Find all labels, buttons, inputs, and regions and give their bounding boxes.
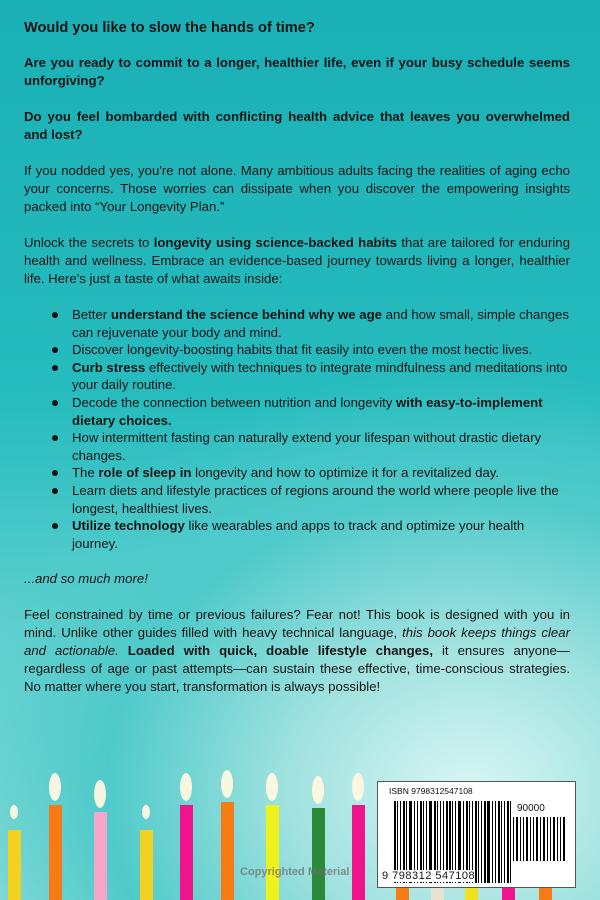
list-item [72, 341, 570, 359]
price-addon-code: 90000 [517, 803, 545, 814]
bar [557, 817, 558, 861]
bar [563, 817, 565, 861]
bar [550, 817, 551, 861]
bar [560, 817, 561, 861]
text: longevity and how to optimize it for a revitalized day. [191, 465, 500, 481]
bold-text: understand the science behind why we age [110, 307, 383, 322]
bar [495, 801, 496, 883]
list-item [72, 464, 570, 482]
bar [540, 817, 541, 861]
candle-flame [266, 773, 278, 801]
bar [484, 801, 486, 883]
bar [481, 801, 482, 883]
closing-paragraph [24, 606, 570, 696]
text: effectively with techniques to integrate mindfulness and meditations into your daily routine. [72, 359, 568, 393]
bar [547, 817, 548, 861]
italic-text: ...and so much more! [24, 571, 148, 587]
benefits-list [24, 306, 570, 552]
bar [523, 817, 524, 861]
text: How intermittent fasting can naturally extend your lifespan without drastic dietary changes. [72, 430, 542, 463]
bar [553, 817, 555, 861]
list-item [72, 482, 570, 517]
bold-text: Loaded with quick, doable lifestyle changes, [118, 643, 433, 659]
addon-barcode-bars [513, 817, 567, 861]
text: Discover longevity-boosting habits that fit easily into even the most hectic lives. [72, 342, 533, 358]
bar [516, 817, 518, 861]
bar [475, 801, 477, 883]
isbn-barcode [377, 781, 576, 888]
text: Better [72, 307, 111, 322]
bar [487, 801, 490, 883]
back-cover-text [24, 18, 570, 714]
text: that are tailored for enduring health and wellness. Embrace an evidence-based journey towards living a longer, healthier life. Here's just a taste of what awaits inside: [24, 235, 570, 286]
text: Decode the connection between nutrition and longevity [72, 394, 397, 410]
candle [94, 812, 107, 900]
unlock-paragraph [24, 234, 570, 288]
list-item [72, 517, 570, 552]
bold-text: role of sleep in [98, 465, 192, 481]
list-item [72, 306, 570, 341]
text: and how small, simple changes can rejuvenate your body and mind. [72, 307, 569, 340]
text: it ensures anyone—regardless of age or past attempts—can sustain these effective, time-conscious strategies. No matter where you start, transformation is always possible! [24, 643, 570, 695]
list-item [72, 429, 570, 464]
bar [530, 817, 531, 861]
bar [513, 817, 514, 861]
list-item [72, 394, 570, 429]
candle-flame [94, 780, 106, 808]
candle [180, 805, 193, 900]
candle [266, 805, 279, 900]
text: Feel constrained by time or previous failures? Fear not! This book is designed with you in mind. Unlike other guides filled with heavy technical language, [24, 607, 570, 641]
bar [510, 801, 511, 883]
text: Learn diets and lifestyle practices of regions around the world where people live the longest, healthiest lives. [72, 482, 559, 516]
bar [507, 801, 509, 883]
copyright-watermark: Copyrighted Material [240, 866, 350, 878]
candle [140, 830, 153, 900]
candle [49, 805, 62, 900]
bar [536, 817, 538, 861]
candle-flame [49, 773, 61, 801]
candle-flame [180, 773, 192, 801]
candle [221, 802, 234, 900]
bold-text: Curb stress [72, 359, 146, 375]
text: The [72, 465, 99, 481]
intro-paragraph: If you nodded yes, you're not alone. Many ambitious adults facing the realities of aging echo your concerns. Those worries can dissipate when you discover the empowering insights packed into “Your Longevity Plan.” [24, 163, 570, 214]
headline: Would you like to slow the hands of time? [24, 20, 315, 36]
bar [520, 817, 521, 861]
bar [504, 801, 505, 883]
bar [501, 801, 502, 883]
bar [526, 817, 528, 861]
italic-text: this book keeps things clear and actionable. [24, 625, 570, 659]
text: like wearables and apps to track and optimize your health journey. [72, 518, 525, 551]
bar [492, 801, 493, 883]
candle [8, 830, 21, 900]
candle-flame [312, 776, 324, 804]
bar [543, 817, 545, 861]
barcode-digits: 9 798312 547108 [382, 870, 476, 882]
candle [352, 805, 365, 900]
candle-flame [10, 805, 18, 819]
bar [498, 801, 500, 883]
and-more [24, 570, 570, 588]
bar [533, 817, 534, 861]
candle-flame [142, 805, 150, 819]
bold-text: with easy-to-implement dietary choices. [72, 394, 543, 428]
question-1: Are you ready to commit to a longer, healthier life, even if your busy schedule seems unforgiving? [24, 55, 570, 88]
candle-flame [352, 773, 364, 801]
candle-flame [221, 770, 233, 798]
bar [478, 801, 479, 883]
bold-text: Utilize technology [72, 518, 185, 534]
list-item [72, 359, 570, 394]
isbn-label: ISBN 9798312547108 [389, 786, 473, 796]
text: Unlock the secrets to [24, 235, 154, 250]
candle [312, 808, 325, 900]
bold-text: longevity using science-backed habits [153, 235, 397, 250]
question-2: Do you feel bombarded with conflicting health advice that leaves you overwhelmed and lost? [24, 109, 570, 142]
